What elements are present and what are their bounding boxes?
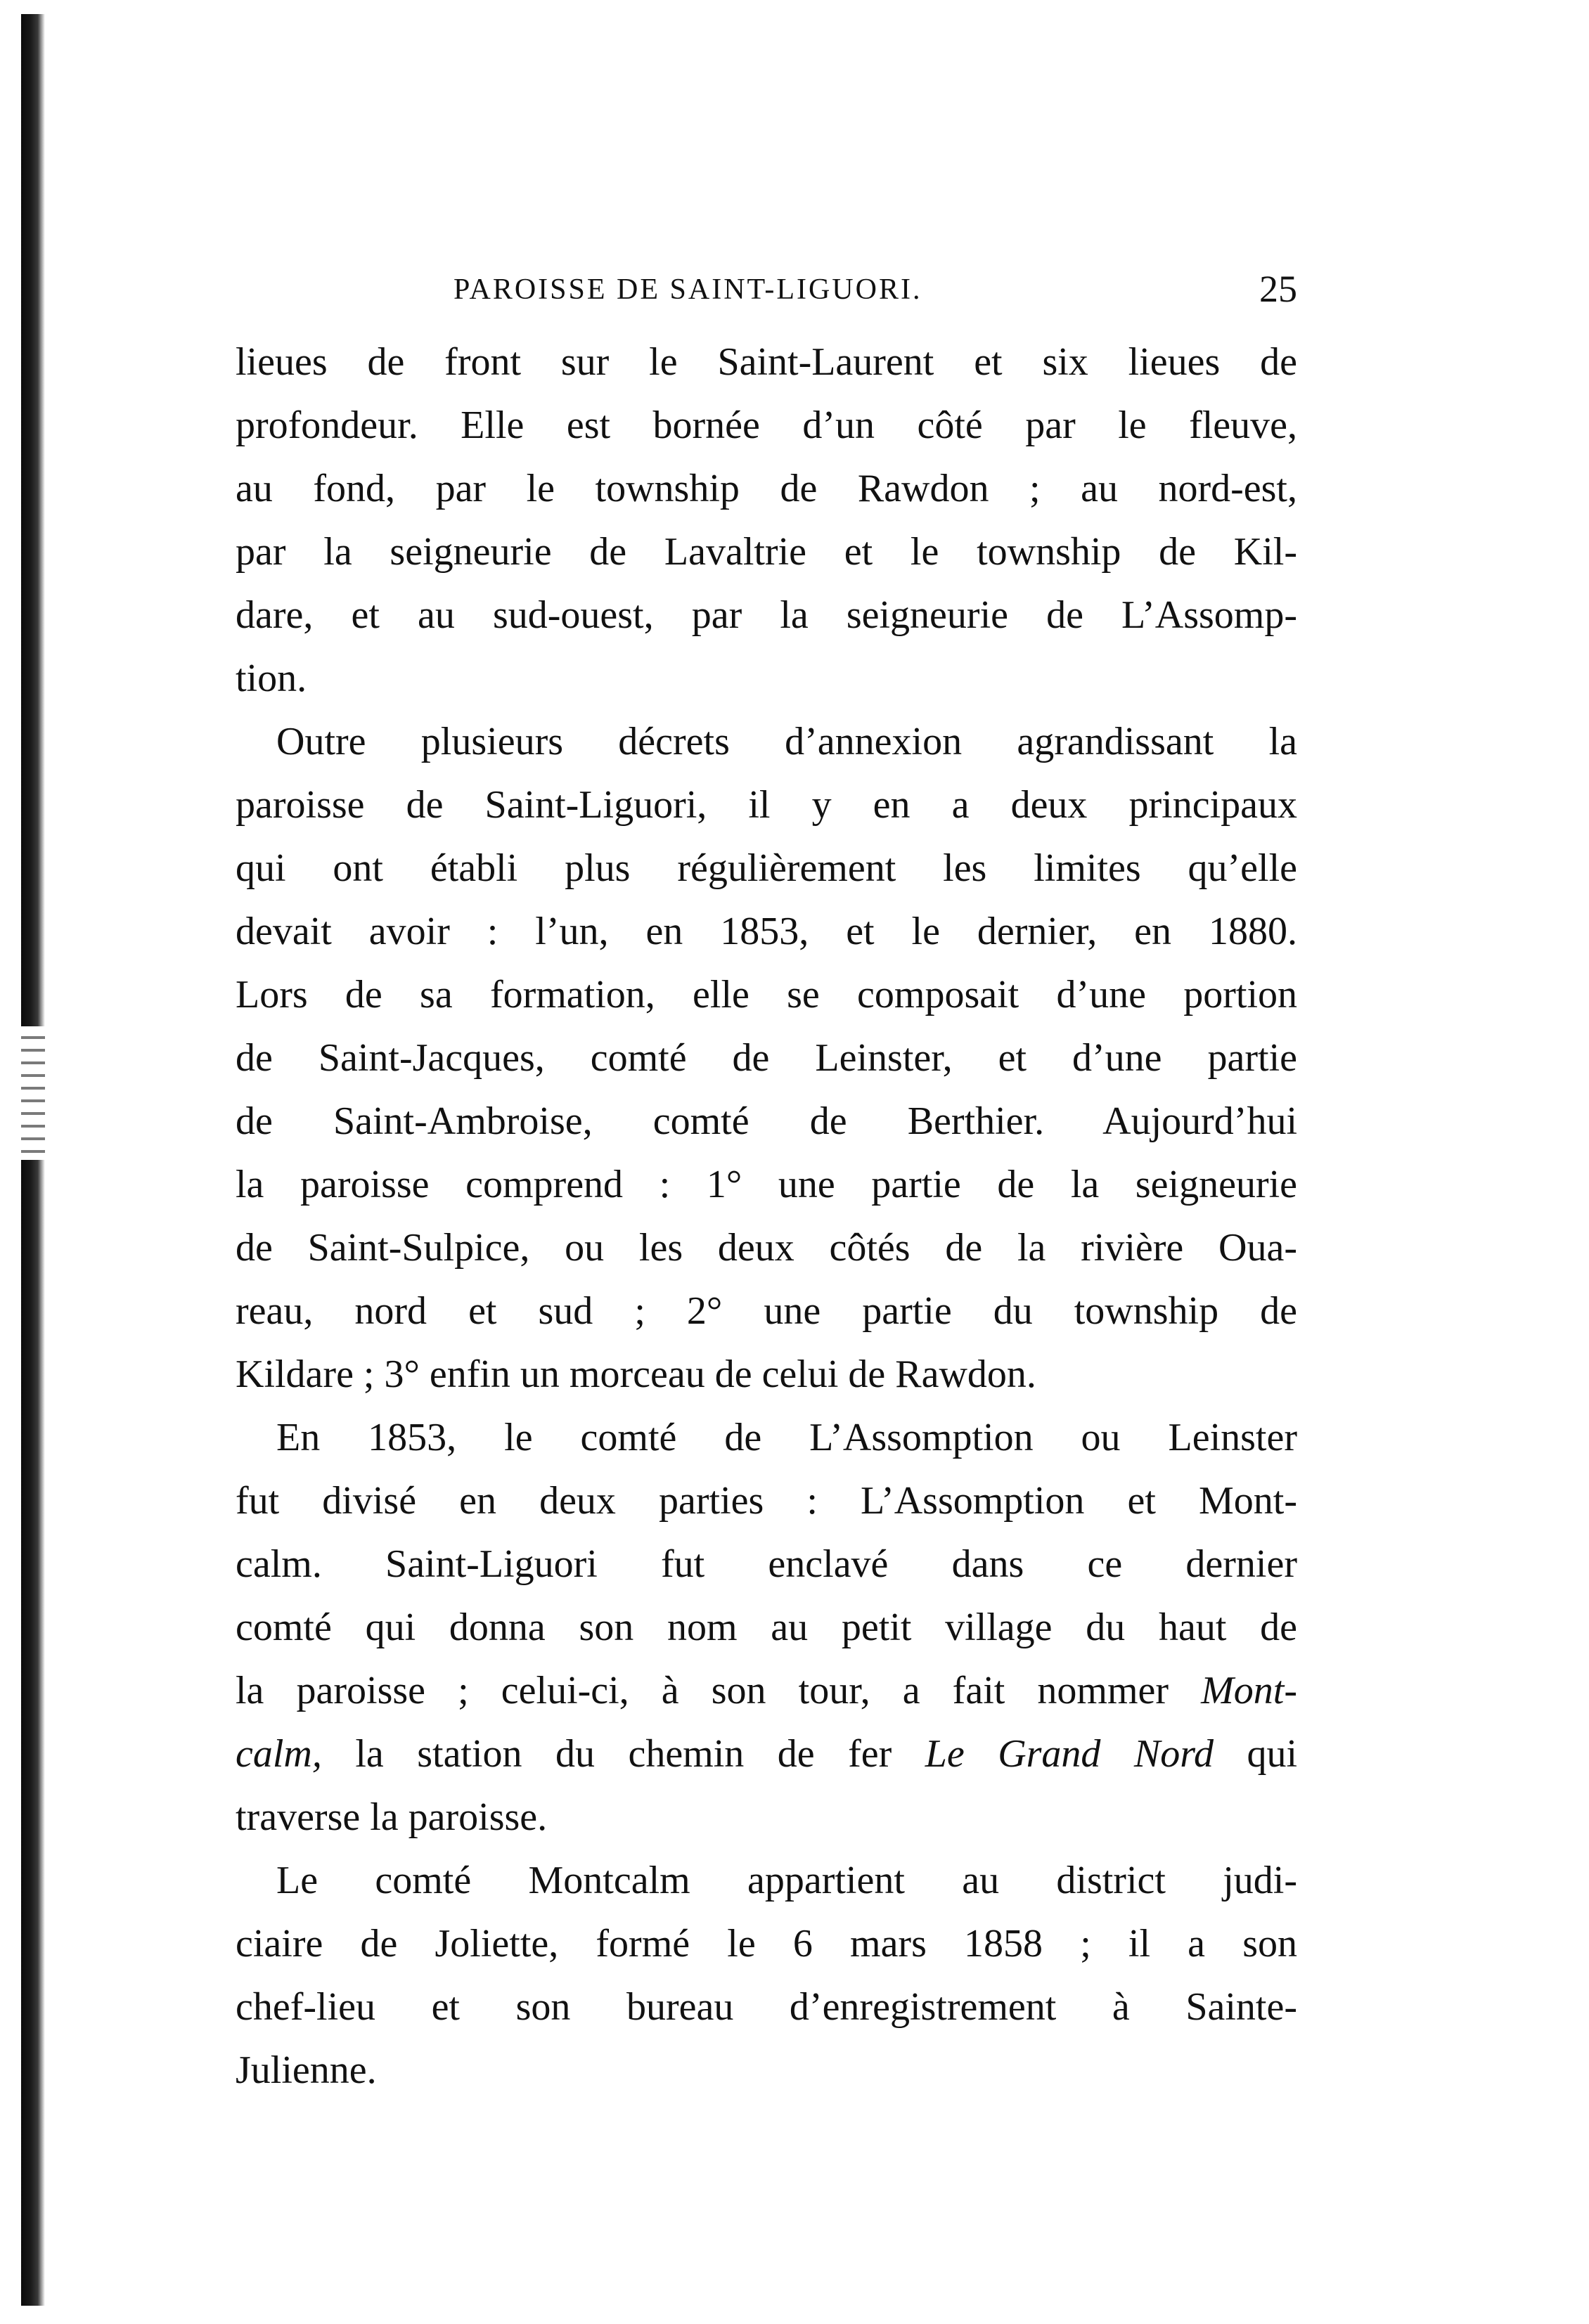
text-line	[236, 1722, 1297, 1786]
text-segment: la station du chemin de fer	[355, 1732, 892, 1776]
text-line: de Saint-Ambroise, comté de Berthier. Aujourd’hui	[236, 1099, 1297, 1143]
italic-text: Le Grand Nord	[925, 1732, 1214, 1776]
text-line: profondeur. Elle est bornée d’un côté par le fleuve,	[236, 404, 1297, 447]
text-line: Le comté Montcalm appartient au district judi-	[276, 1859, 1297, 1902]
text-line: par la seigneurie de Lavaltrie et le township de Kil-	[236, 530, 1297, 574]
text-line: Lors de sa formation, elle se composait d’une portion	[236, 973, 1297, 1016]
italic-text: calm,	[236, 1732, 322, 1776]
binding-edge	[21, 14, 45, 2306]
text-line: En 1853, le comté de L’Assomption ou Leinster	[276, 1416, 1297, 1459]
text-line: paroisse de Saint-Liguori, il y en a deux principaux	[236, 783, 1297, 827]
text-line: tion.	[236, 657, 307, 700]
running-title: PAROISSE DE SAINT-LIGUORI.	[453, 273, 922, 306]
text-segment: qui	[1247, 1732, 1297, 1776]
text-line	[236, 1659, 1297, 1722]
text-line: de Saint-Sulpice, ou les deux côtés de la rivière Oua-	[236, 1226, 1297, 1270]
text-line: Outre plusieurs décrets d’annexion agrandissant la	[276, 720, 1297, 763]
running-head	[236, 267, 1297, 316]
text-line: comté qui donna son nom au petit village du haut de	[236, 1606, 1297, 1649]
page-number: 25	[1259, 268, 1297, 310]
text-line: reau, nord et sud ; 2° une partie du township de	[236, 1289, 1297, 1333]
text-line: chef-lieu et son bureau d’enregistrement à Sainte-	[236, 1985, 1297, 2029]
text-line: qui ont établi plus régulièrement les limites qu’elle	[236, 846, 1297, 890]
italic-text: Mont-	[1201, 1669, 1298, 1712]
text-line: traverse la paroisse.	[236, 1795, 548, 1839]
text-segment: la paroisse ; celui-ci, à son tour, a fait nommer	[236, 1669, 1169, 1712]
text-line: Julienne.	[236, 2048, 377, 2092]
text-line: dare, et au sud-ouest, par la seigneurie de L’Assomp-	[236, 593, 1297, 637]
text-line: la paroisse comprend : 1° une partie de la seigneurie	[236, 1163, 1297, 1206]
text-line: au fond, par le township de Rawdon ; au nord-est,	[236, 467, 1297, 510]
text-line: calm. Saint-Liguori fut enclavé dans ce dernier	[236, 1542, 1297, 1586]
text-line: devait avoir : l’un, en 1853, et le dernier, en 1880.	[236, 910, 1297, 953]
text-line: Kildare ; 3° enfin un morceau de celui de Rawdon.	[236, 1353, 1036, 1396]
text-line: lieues de front sur le Saint-Laurent et six lieues de	[236, 340, 1297, 384]
text-line: ciaire de Joliette, formé le 6 mars 1858 ; il a son	[236, 1922, 1297, 1965]
text-line: fut divisé en deux parties : L’Assomption et Mont-	[236, 1479, 1297, 1523]
binding-edge-gap	[21, 1026, 45, 1160]
text-line: de Saint-Jacques, comté de Leinster, et d’une partie	[236, 1036, 1297, 1080]
